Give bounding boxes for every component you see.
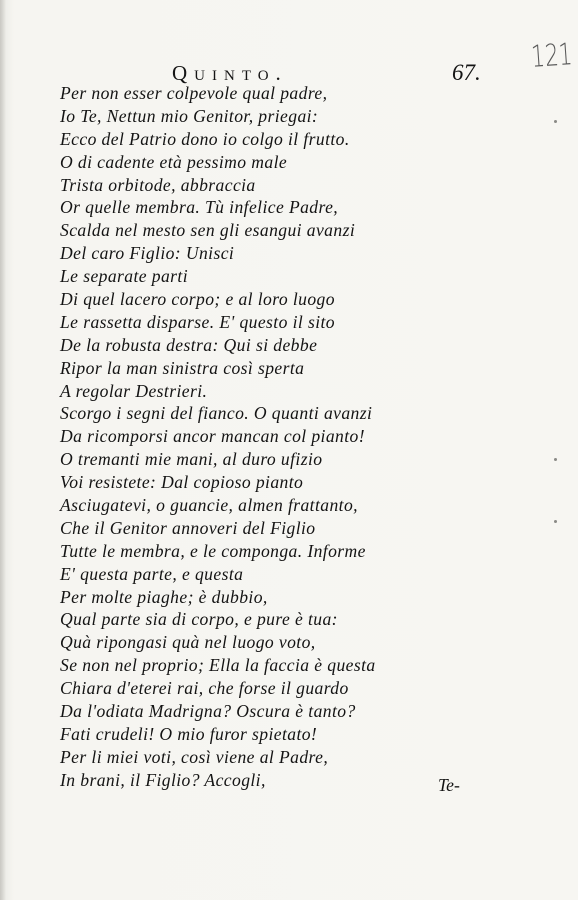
sewing-hole	[554, 458, 557, 461]
verse-line: Per li miei voti, così viene al Padre,	[60, 746, 329, 767]
verse-line: Per molte piaghe; è dubbio,	[60, 586, 268, 607]
verse-line: Fati crudeli! O mio furor spietato!	[60, 723, 318, 744]
verse-line: Da l'odiata Madrigna? Oscura è tanto?	[60, 701, 356, 722]
verse-line: Trista orbitode, abbraccia	[60, 174, 256, 195]
catchword: Te-	[438, 775, 460, 795]
verse-line: Scorgo i segni del fianco. O quanti avanzi	[60, 403, 373, 424]
verse-line: De la robusta destra: Qui si debbe	[60, 334, 318, 355]
verse-line: O di cadente età pessimo male	[60, 151, 288, 172]
verse-line: Le rassetta disparse. E' questo il sito	[60, 311, 335, 332]
verse-line: Se non nel proprio; Ella la faccia è questa	[60, 655, 376, 676]
verse-line: Le separate parti	[60, 266, 188, 287]
verse-line: Ripor la man sinistra così sperta	[60, 357, 305, 378]
verse-line: Qual parte sia di corpo, e pure è tua:	[60, 609, 338, 630]
verse-line: Asciugatevi, o guancie, almen frattanto,	[60, 495, 358, 516]
running-head: Quinto.	[172, 61, 288, 85]
verse-line: Da ricomporsi ancor mancan col pianto!	[60, 426, 365, 447]
verse-line: Che il Genitor annoveri del Figlio	[60, 517, 316, 538]
verse-line: Ecco del Patrio dono io colgo il frutto.	[60, 128, 350, 149]
verse-line: Voi resistete: Dal copioso pianto	[60, 472, 304, 493]
handwritten-folio: 121	[530, 37, 574, 75]
verse-line: Scalda nel mesto sen gli esangui avanzi	[60, 220, 356, 241]
sewing-hole	[554, 520, 557, 523]
page-gutter-shadow	[0, 0, 6, 900]
verse-line: Quà ripongasi quà nel luogo voto,	[60, 632, 316, 653]
verse-line: Del caro Figlio: Unisci	[60, 243, 235, 264]
verse-line: In brani, il Figlio? Accogli,	[60, 769, 266, 790]
sewing-hole	[554, 120, 557, 123]
page-number: 67.	[452, 60, 481, 85]
verse-line: Per non esser colpevole qual padre,	[60, 83, 328, 103]
verse-line: O tremanti mie mani, al duro ufizio	[60, 449, 323, 470]
verse-line: Tutte le membra, e le componga. Informe	[60, 540, 366, 561]
verse-line: Di quel lacero corpo; e al loro luogo	[60, 289, 335, 310]
verse-text	[60, 82, 376, 792]
verse-line: E' questa parte, e questa	[60, 563, 244, 584]
verse-line: Or quelle membra. Tù infelice Padre,	[60, 197, 339, 218]
verse-line: Io Te, Nettun mio Genitor, priegai:	[60, 105, 319, 126]
verse-line: Chiara d'eterei rai, che forse il guardo	[60, 678, 349, 699]
verse-line: A regolar Destrieri.	[60, 380, 208, 401]
